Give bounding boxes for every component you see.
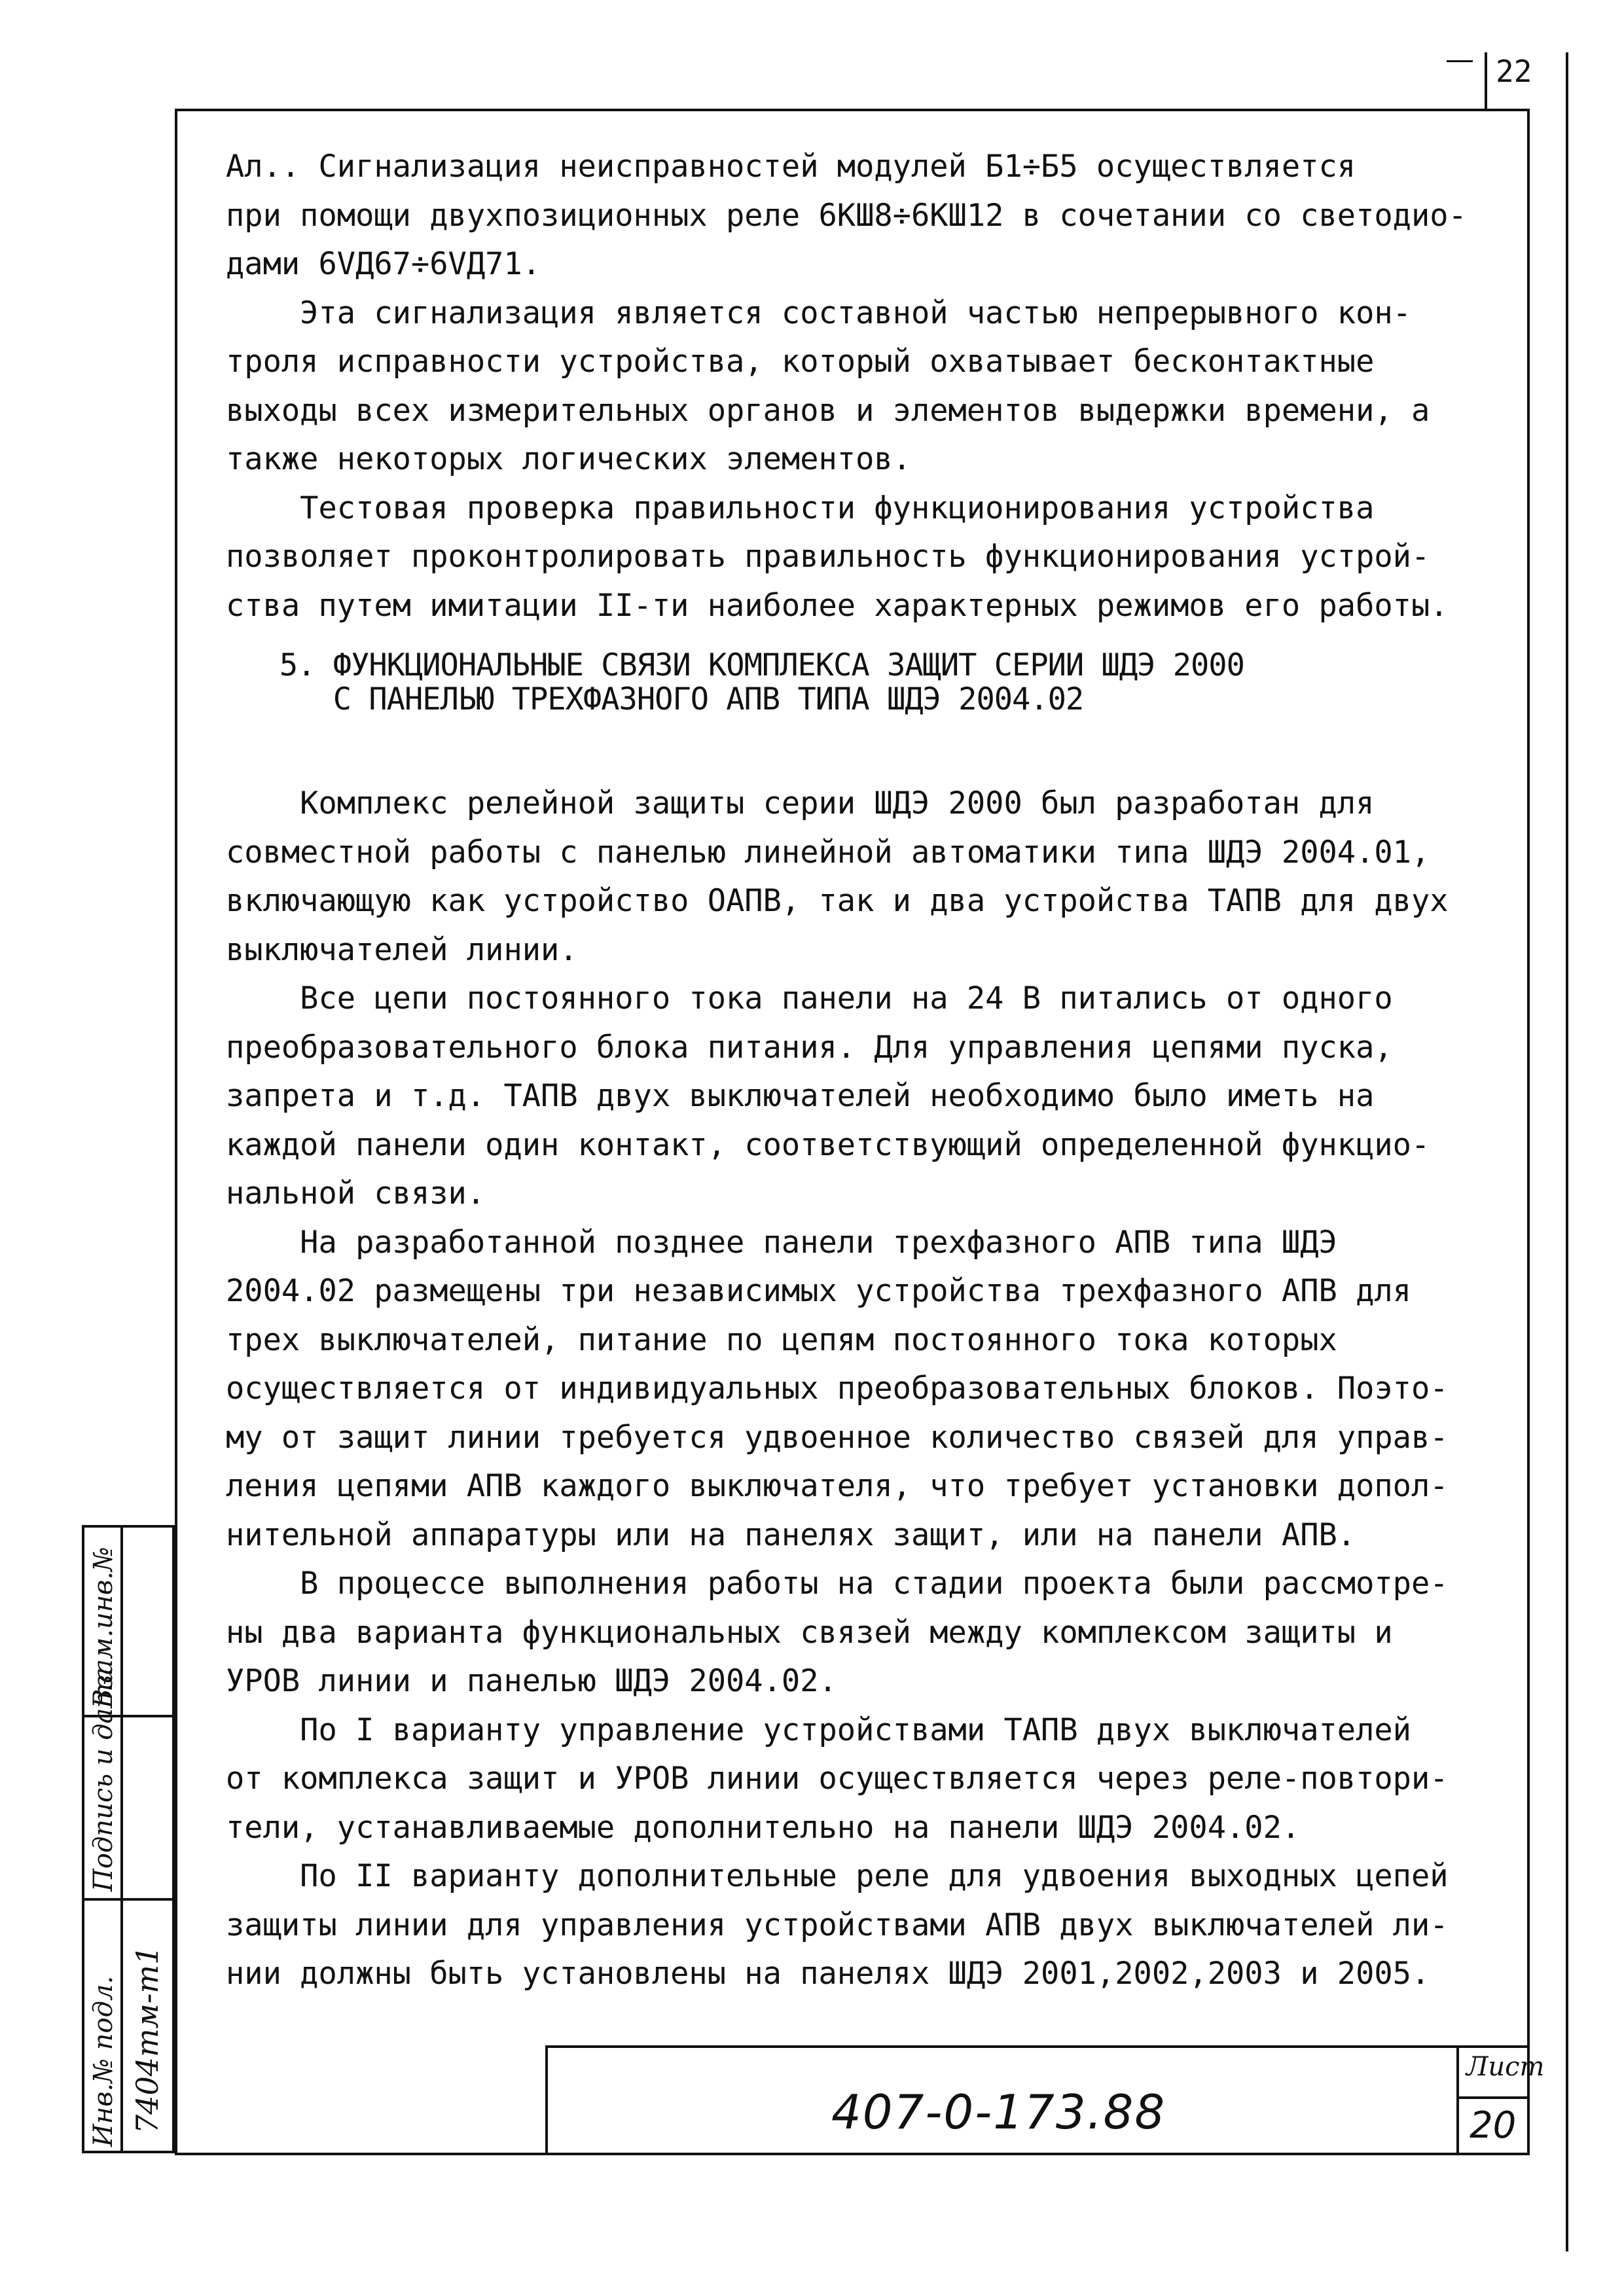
stamp-podpis-data: Подпись и дата [88, 1667, 118, 1892]
text-line: нальной связи. [226, 1175, 486, 1211]
text-line: 2004.02 размещены три независимых устройства трехфазного АПВ для [226, 1273, 1411, 1309]
text-line: выключателей линии. [226, 931, 578, 968]
section-main [226, 780, 1509, 1999]
stamp-divider [120, 1525, 123, 2153]
text-line: нительной аппаратуры или на панелях защит, или на панели АПВ. [226, 1516, 1356, 1553]
right-margin-rule [1566, 52, 1568, 2251]
text-line: нии должны быть установлены на панелях ШДЭ 2001,2002,2003 и 2005. [226, 1956, 1430, 1992]
page-number-divider [1485, 52, 1487, 111]
text-line: УРОВ линии и панелью ШДЭ 2004.02. [226, 1663, 837, 1699]
section-intro [226, 143, 1509, 630]
text-line: Эта сигнализация является составной частью непрерывного кон- [226, 295, 1411, 331]
stamp-inv-value: 7404тм-т1 [130, 1945, 165, 2134]
text-line: По I варианту управление устройствами ТАПВ двух выключателей [226, 1712, 1411, 1748]
top-page-number: 22 [1496, 54, 1532, 89]
stamp-separator [82, 1898, 175, 1901]
text-line: запрета и т.д. ТАПВ двух выключателей необходимо было иметь на [226, 1078, 1375, 1114]
text-line: ства путем имитации II-ти наиболее характерных режимов его работы. [226, 587, 1449, 624]
text-line: осуществляется от индивидуальных преобразовательных блоков. Поэто- [226, 1371, 1449, 1407]
text-line: позволяет проконтролировать правильность функционирования устрой- [226, 539, 1430, 575]
heading-line: 5. ФУНКЦИОНАЛЬНЫЕ СВЯЗИ КОМПЛЕКСА ЗАЩИТ СЕРИИ ШДЭ 2000 [226, 647, 1244, 683]
sheet-label: Лист [1466, 2052, 1545, 2082]
stamp-inv-podl: Инв.№ подл. [88, 1975, 118, 2147]
text-line: каждой панели один контакт, соответствующий определенной функцио- [226, 1126, 1430, 1163]
text-line: от комплекса защит и УРОВ линии осуществляется через реле-повтори- [226, 1761, 1449, 1797]
text-line: дами 6VД67÷6VД71. [226, 246, 541, 282]
text-line: тели, устанавливаемые дополнительно на панели ШДЭ 2004.02. [226, 1809, 1301, 1846]
text-line: при помощи двухпозиционных реле 6КШ8÷6КШ12 в сочетании со светодио- [226, 197, 1467, 234]
text-line: троля исправности устройства, который охватывает бесконтактные [226, 344, 1375, 380]
text-line: По II варианту дополнительные реле для удвоения выходных цепей [226, 1858, 1449, 1894]
heading-line: С ПАНЕЛЬЮ ТРЕХФАЗНОГО АПВ ТИПА ШДЭ 2004.02 [226, 681, 1084, 717]
text-line: Комплекс релейной защиты серии ШДЭ 2000 был разработан для [226, 785, 1375, 821]
sheet-number: 20 [1470, 2104, 1517, 2147]
text-line: На разработанной позднее панели трехфазного АПВ типа ШДЭ [226, 1224, 1337, 1261]
text-line: включающую как устройство ОАПВ, так и два устройства ТАПВ для двух [226, 883, 1449, 919]
section-heading [226, 649, 1509, 717]
text-line: выходы всех измерительных органов и элементов выдержки времени, а [226, 392, 1430, 429]
text-line: Все цепи постоянного тока панели на 24 В питались от одного [226, 980, 1393, 1016]
text-line: Ал.. Сигнализация неисправностей модулей Б1÷Б5 осуществляется [226, 149, 1356, 185]
text-line: В процессе выполнения работы на стадии проекта были рассмотре- [226, 1566, 1449, 1602]
document-body [226, 143, 1509, 1999]
text-line: преобразовательного блока питания. Для управления цепями пуска, [226, 1029, 1393, 1066]
document-number: 407-0-173.88 [831, 2085, 1166, 2140]
text-line: трех выключателей, питание по цепям постоянного тока которых [226, 1321, 1337, 1358]
text-line: также некоторых логических элементов. [226, 441, 911, 477]
corner-tick [1447, 60, 1473, 62]
text-line: совместной работы с панелью линейной автоматики типа ШДЭ 2004.01, [226, 834, 1430, 870]
text-line: ны два варианта функциональных связей между комплексом защиты и [226, 1614, 1393, 1651]
text-line: защиты линии для управления устройствами АПВ двух выключателей ли- [226, 1907, 1449, 1943]
text-line: ления цепями АПВ каждого выключателя, что требует установки допол- [226, 1468, 1449, 1504]
sheet-divider [1456, 2096, 1530, 2099]
text-line: му от защит линии требуется удвоенное количество связей для управ- [226, 1419, 1449, 1456]
stamp-vzam-inv: Взам.инв.№ [88, 1547, 118, 1708]
text-line: Тестовая проверка правильности функционирования устройства [226, 490, 1375, 526]
